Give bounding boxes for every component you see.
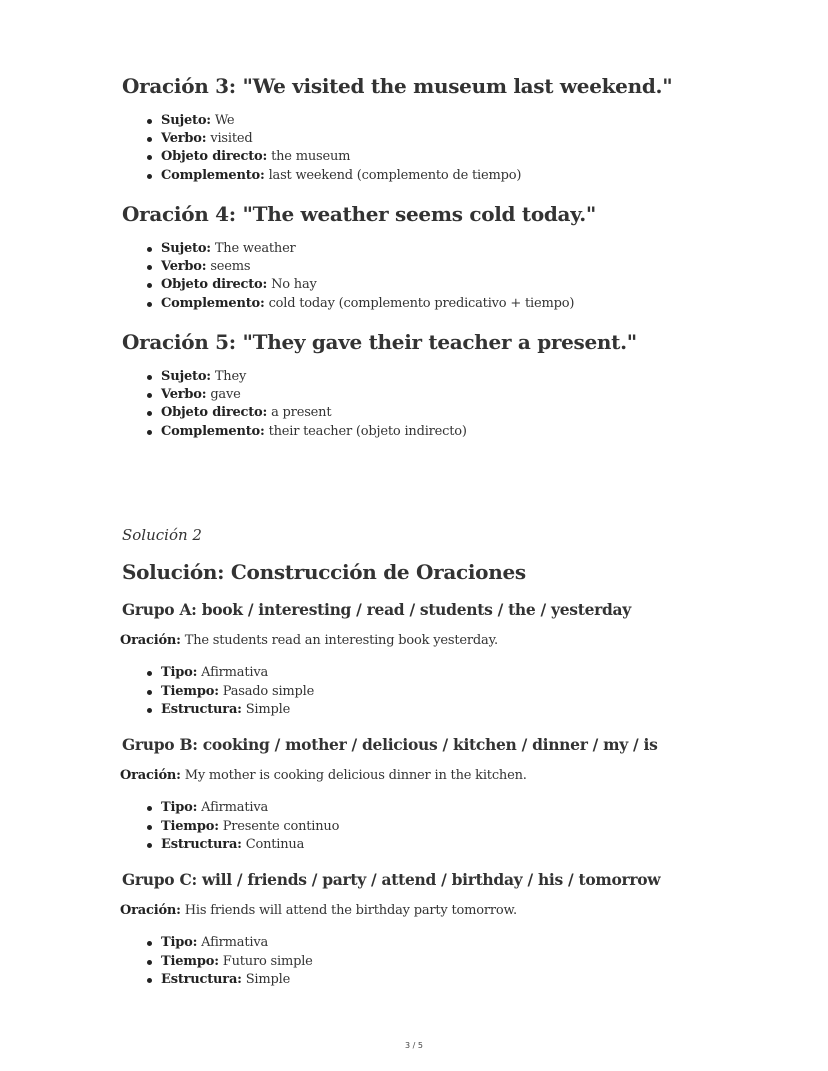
list-item <box>161 836 304 854</box>
item-value: cold today (complemento predicativo + tiempo) <box>268 295 575 311</box>
item-label: Objeto directo: <box>161 277 268 293</box>
list-item <box>161 112 234 130</box>
group-heading: Grupo B: cooking / mother / delicious / kitchen / dinner / my / is <box>122 735 658 754</box>
list-item <box>161 664 268 682</box>
item-value: seems <box>210 259 251 275</box>
list-item <box>161 167 521 185</box>
list-item <box>161 683 314 701</box>
item-value: Afirmativa <box>201 800 269 815</box>
item-value: They <box>214 369 247 384</box>
list-item <box>161 368 246 386</box>
list-item <box>161 701 290 719</box>
item-value: Simple <box>245 972 291 987</box>
page-number: 3 / 5 <box>405 1041 423 1050</box>
sentence-heading: Oración 5: "They gave their teacher a present." <box>122 330 637 354</box>
item-label: Tiempo: <box>161 683 219 699</box>
list-item <box>161 934 268 952</box>
list-item <box>161 148 350 166</box>
solution-label: Solución 2 <box>122 526 202 544</box>
item-value: Simple <box>245 702 291 717</box>
sentence-label: Oración: <box>120 768 181 783</box>
sentence-heading: Oración 3: "We visited the museum last weekend." <box>122 74 673 98</box>
sentence-paragraph <box>120 902 517 920</box>
item-label: Tipo: <box>161 935 198 950</box>
item-label: Objeto directo: <box>161 405 268 421</box>
item-value: a present <box>271 405 332 421</box>
item-label: Tiempo: <box>161 953 219 969</box>
item-label: Verbo: <box>161 131 207 147</box>
group-heading: Grupo C: will / friends / party / attend / birthday / his / tomorrow <box>122 870 661 889</box>
item-value: Continua <box>245 837 305 852</box>
item-value: Afirmativa <box>201 935 269 950</box>
item-value: No hay <box>271 277 317 293</box>
sentence-label: Oración: <box>120 633 181 648</box>
sentence-text: The students read an interesting book yesterday. <box>184 633 498 648</box>
list-item <box>161 799 268 817</box>
group-heading: Grupo A: book / interesting / read / students / the / yesterday <box>122 600 631 619</box>
item-value: The weather <box>214 241 296 256</box>
list-item <box>161 971 290 989</box>
sentence-label: Oración: <box>120 903 181 918</box>
list-item <box>161 258 250 276</box>
item-label: Sujeto: <box>161 369 211 384</box>
sentence-text: My mother is cooking delicious dinner in the kitchen. <box>184 768 527 783</box>
item-label: Sujeto: <box>161 241 211 256</box>
item-value: the museum <box>271 149 351 165</box>
item-label: Tipo: <box>161 665 198 680</box>
item-value: visited <box>210 131 253 147</box>
item-value: last weekend (complemento de tiempo) <box>268 167 522 183</box>
item-label: Tipo: <box>161 800 198 815</box>
sentence-heading: Oración 4: "The weather seems cold today." <box>122 202 597 226</box>
item-value: Futuro simple <box>222 953 313 969</box>
item-label: Complemento: <box>161 423 265 439</box>
list-item <box>161 386 241 404</box>
item-label: Objeto directo: <box>161 149 268 165</box>
item-label: Estructura: <box>161 972 242 987</box>
list-item <box>161 423 467 441</box>
sentence-paragraph <box>120 767 527 785</box>
item-value: We <box>214 113 235 128</box>
item-value: their teacher (objeto indirecto) <box>268 423 467 439</box>
sentence-text: His friends will attend the birthday party tomorrow. <box>184 903 517 918</box>
list-item <box>161 130 252 148</box>
item-label: Complemento: <box>161 295 265 311</box>
solution-title: Solución: Construcción de Oraciones <box>122 560 526 584</box>
item-value: Presente continuo <box>222 818 340 834</box>
item-value: Pasado simple <box>222 683 315 699</box>
item-label: Tiempo: <box>161 818 219 834</box>
sentence-paragraph <box>120 632 498 650</box>
list-item <box>161 276 317 294</box>
item-label: Verbo: <box>161 387 207 403</box>
list-item <box>161 295 574 313</box>
list-item <box>161 404 331 422</box>
item-label: Estructura: <box>161 837 242 852</box>
list-item <box>161 953 313 971</box>
list-item <box>161 818 339 836</box>
item-value: Afirmativa <box>201 665 269 680</box>
list-item <box>161 240 296 258</box>
item-label: Sujeto: <box>161 113 211 128</box>
item-label: Complemento: <box>161 167 265 183</box>
item-value: gave <box>210 387 241 403</box>
item-label: Verbo: <box>161 259 207 275</box>
item-label: Estructura: <box>161 702 242 717</box>
